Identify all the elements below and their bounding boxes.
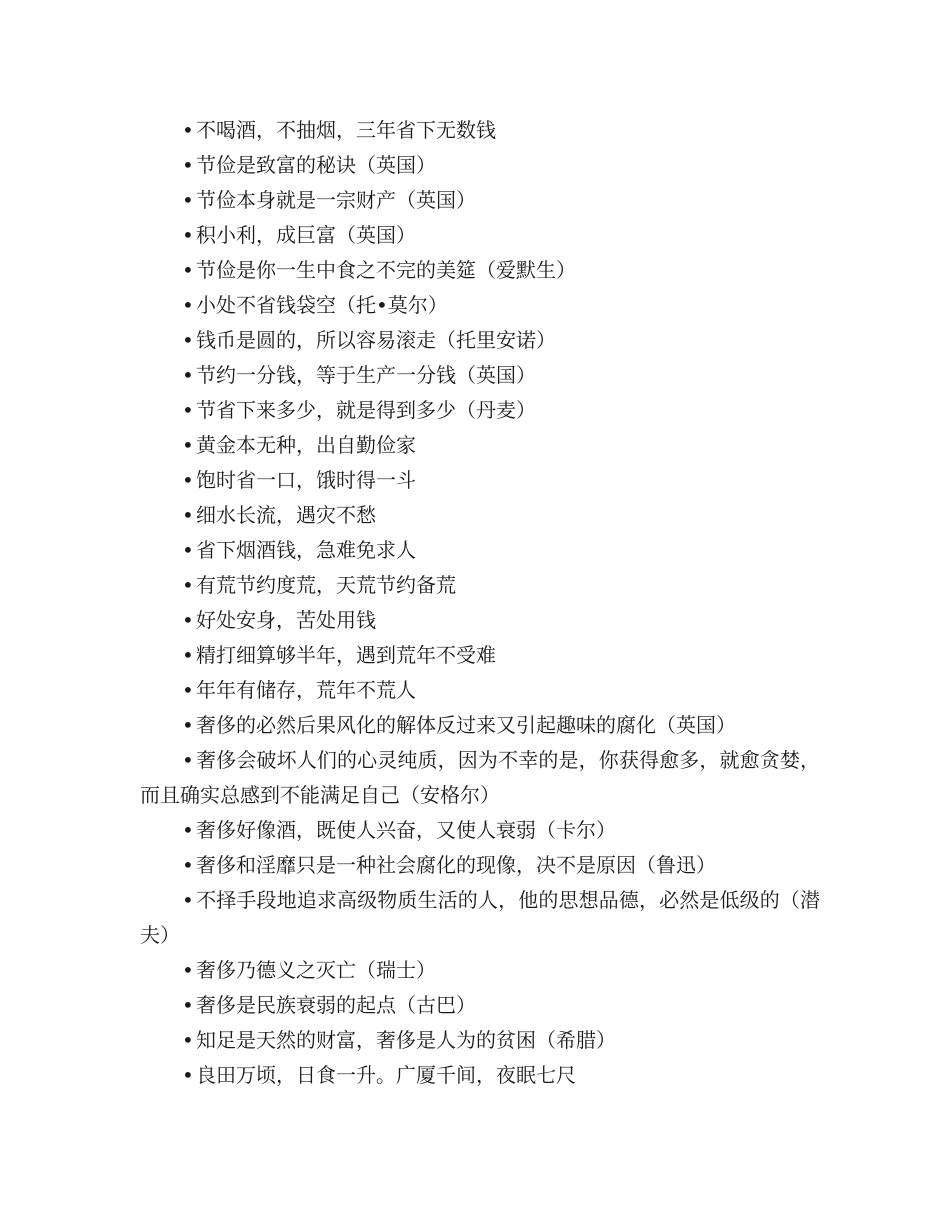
list-item [140,428,820,463]
bullet-icon: • [182,118,194,142]
list-item [140,358,820,393]
list-item-text: 奢侈和淫靡只是一种社会腐化的现像，决不是原因（鲁迅） [196,853,716,877]
bullet-icon: • [182,818,194,842]
list-item [140,638,820,673]
bullet-icon: • [182,503,194,527]
bullet-icon: • [182,573,194,597]
list-item [140,148,820,183]
list-item-text: 节俭是你一生中食之不完的美筵（爱默生） [196,258,576,282]
bullet-icon: • [182,328,194,352]
list-item [140,953,820,988]
list-item [140,183,820,218]
list-item-text: 不择手段地追求高级物质生活的人，他的思想品德，必然是低级的（潜夫） [140,888,820,947]
list-item-text: 奢侈乃德义之灭亡（瑞士） [196,958,436,982]
list-item [140,883,820,953]
bullet-icon: • [182,958,194,982]
list-item [140,988,820,1023]
list-item-text: 钱币是圆的，所以容易滚走（托里安诺） [196,328,556,352]
bullet-icon: • [182,643,194,667]
list-item [140,253,820,288]
list-item [140,498,820,533]
list-item [140,1023,820,1058]
list-item-text: 奢侈好像酒，既使人兴奋，又使人衰弱（卡尔） [196,818,616,842]
list-item [140,813,820,848]
list-item-text: 省下烟酒钱，急难免求人 [196,538,416,562]
bullet-icon: • [182,888,194,912]
bullet-icon: • [182,153,194,177]
list-item [140,113,820,148]
list-item [140,603,820,638]
bullet-icon: • [182,608,194,632]
list-item-text: 精打细算够半年，遇到荒年不受难 [196,643,496,667]
bullet-icon: • [182,398,194,422]
bullet-icon: • [182,853,194,877]
list-item [140,218,820,253]
list-item [140,533,820,568]
list-item-text: 奢侈会破坏人们的心灵纯质，因为不幸的是，你获得愈多，就愈贪婪，而且确实总感到不能满足自己（安格尔） [140,748,820,807]
bullet-icon: • [182,1063,194,1087]
list-item-text: 节约一分钱，等于生产一分钱（英国） [196,363,536,387]
bullet-icon: • [182,468,194,492]
list-item [140,1058,820,1093]
list-item-text: 节省下来多少，就是得到多少（丹麦） [196,398,536,422]
list-item-text: 奢侈的必然后果风化的解体反过来又引起趣味的腐化（英国） [196,713,736,737]
bullet-icon: • [182,713,194,737]
list-item-text: 好处安身，苦处用钱 [196,608,376,632]
bullet-icon: • [182,293,194,317]
list-item [140,708,820,743]
bullet-icon: • [182,188,194,212]
bullet-icon: • [182,223,194,247]
list-item-text: 年年有储存，荒年不荒人 [196,678,416,702]
list-item [140,743,820,813]
list-item-text: 小处不省钱袋空（托•莫尔） [196,293,448,317]
bullet-icon: • [182,538,194,562]
list-item-text: 细水长流，遇灾不愁 [196,503,376,527]
list-item-text: 良田万顷，日食一升。广厦千间，夜眠七尺 [196,1063,576,1087]
list-item [140,288,820,323]
bullet-icon: • [182,1028,194,1052]
bullet-icon: • [182,258,194,282]
list-item [140,393,820,428]
list-item-text: 积小利，成巨富（英国） [196,223,416,247]
list-item-text: 奢侈是民族衰弱的起点（古巴） [196,993,476,1017]
bullet-icon: • [182,678,194,702]
list-item [140,848,820,883]
bullet-icon: • [182,993,194,1017]
list-item-text: 节俭本身就是一宗财产（英国） [196,188,476,212]
list-item-text: 不喝酒，不抽烟，三年省下无数钱 [196,118,496,142]
list-item-text: 知足是天然的财富，奢侈是人为的贫困（希腊） [196,1028,616,1052]
bullet-icon: • [182,748,194,772]
quote-list [140,113,820,1093]
list-item-text: 节俭是致富的秘诀（英国） [196,153,436,177]
list-item [140,568,820,603]
bullet-icon: • [182,363,194,387]
list-item [140,673,820,708]
list-item [140,463,820,498]
list-item-text: 有荒节约度荒，天荒节约备荒 [196,573,456,597]
list-item-text: 黄金本无种，出自勤俭家 [196,433,416,457]
bullet-icon: • [182,433,194,457]
list-item [140,323,820,358]
list-item-text: 饱时省一口，饿时得一斗 [196,468,416,492]
